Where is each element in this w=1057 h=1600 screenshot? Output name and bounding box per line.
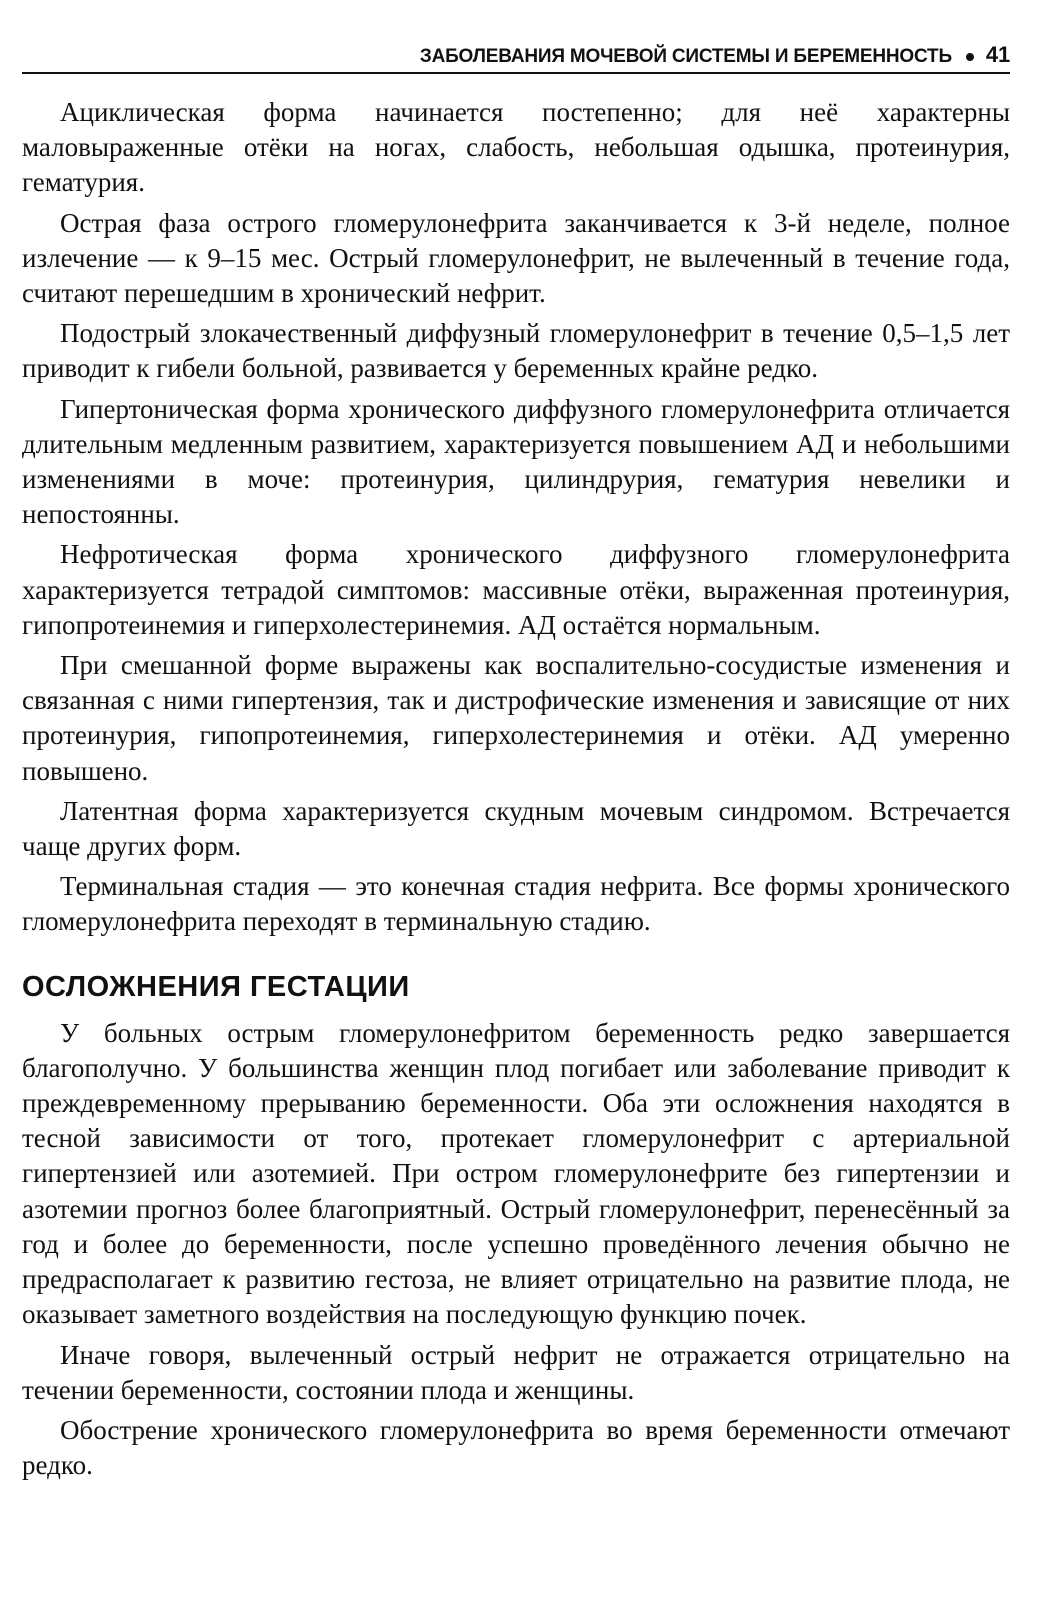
paragraph-acute-phase: Острая фаза острого гломерулонефрита заканчивается к 3-й неделе, полное излечение — к 9–15 мес. Острый гломерулонефрит, не вылеченный в течение года, считают перешедшим в хронический нефрит.	[22, 207, 1010, 309]
page-number: 41	[985, 42, 1010, 67]
section-heading: ОСЛОЖНЕНИЯ ГЕСТАЦИИ	[22, 970, 410, 1003]
paragraph-acyclic-form: Ациклическая форма начинается постепенно; для неё характерны маловыраженные отёки на ногах, слабость, небольшая одышка, протеинурия, гематурия.	[22, 97, 1010, 198]
paragraph-exacerbation: Обострение хронического гломерулонефрита во время беременности отмечают редко.	[22, 1414, 1010, 1481]
paragraph-terminal-stage: Терминальная стадия — это конечная стадия нефрита. Все формы хронического гломерулонефрита переходят в терминальную стадию.	[22, 871, 1010, 937]
bullet-separator-icon	[966, 53, 974, 61]
paragraph-gestation-complications: У больных острым гломерулонефритом беременность редко завершается благополучно. У большинства женщин плод погибает или заболевание приводит к преждевременному прерыванию беременности. Оба эти осложнения находятся в тесной зависимости от того, протекает гломерулонефрит с артериальной гипертензией или азотемией. При остром гломерулонефрите без гипертензии и азотемии прогноз более благоприятный. Острый гломерулонефрит, перенесённый за год и более до беременности, после успешно проведённого лечения обычно не предрасполагает к развитию гестоза, не влияет отрицательно на развитие плода, не оказывает заметного воздействия на последующую функцию почек.	[22, 1017, 1010, 1330]
paragraph-cured-nephritis: Иначе говоря, вылеченный острый нефрит не отражается отрицательно на течении беременности, состоянии плода и женщины.	[22, 1339, 1010, 1405]
paragraph-subacute: Подострый злокачественный диффузный гломерулонефрит в течение 0,5–1,5 лет приводит к гибели больной, развивается у беременных крайне редко.	[22, 318, 1010, 384]
paragraph-latent-form: Латентная форма характеризуется скудным мочевым синдромом. Встречается чаще других форм.	[22, 795, 1010, 862]
running-title: ЗАБОЛЕВАНИЯ МОЧЕВОЙ СИСТЕМЫ И БЕРЕМЕННОСТЬ	[419, 46, 952, 67]
paragraph-hypertensive-form: Гипертоническая форма хронического диффузного гломерулонефрита отличается длительным медленным развитием, характеризуется повышением АД и небольшими изменениями в моче: протеинурия, цилиндрурия, гематурия невелики и непостоянны.	[22, 393, 1010, 530]
paragraph-mixed-form: При смешанной форме выражены как воспалительно-сосудистые изменения и связанная с ними гипертензия, так и дистрофические изменения и зависящие от них протеинурия, гипопротеинемия, гиперхолестеринемия и отёки. АД умеренно повышено.	[22, 650, 1010, 786]
running-header	[22, 34, 1010, 74]
paragraph-nephrotic-form: Нефротическая форма хронического диффузного гломерулонефрита характеризуется тетрадой симптомов: массивные отёки, выраженная протеинурия, гипопротеинемия и гиперхолестеринемия. АД остаётся нормальным.	[22, 539, 1010, 640]
page-body	[22, 95, 1010, 1488]
